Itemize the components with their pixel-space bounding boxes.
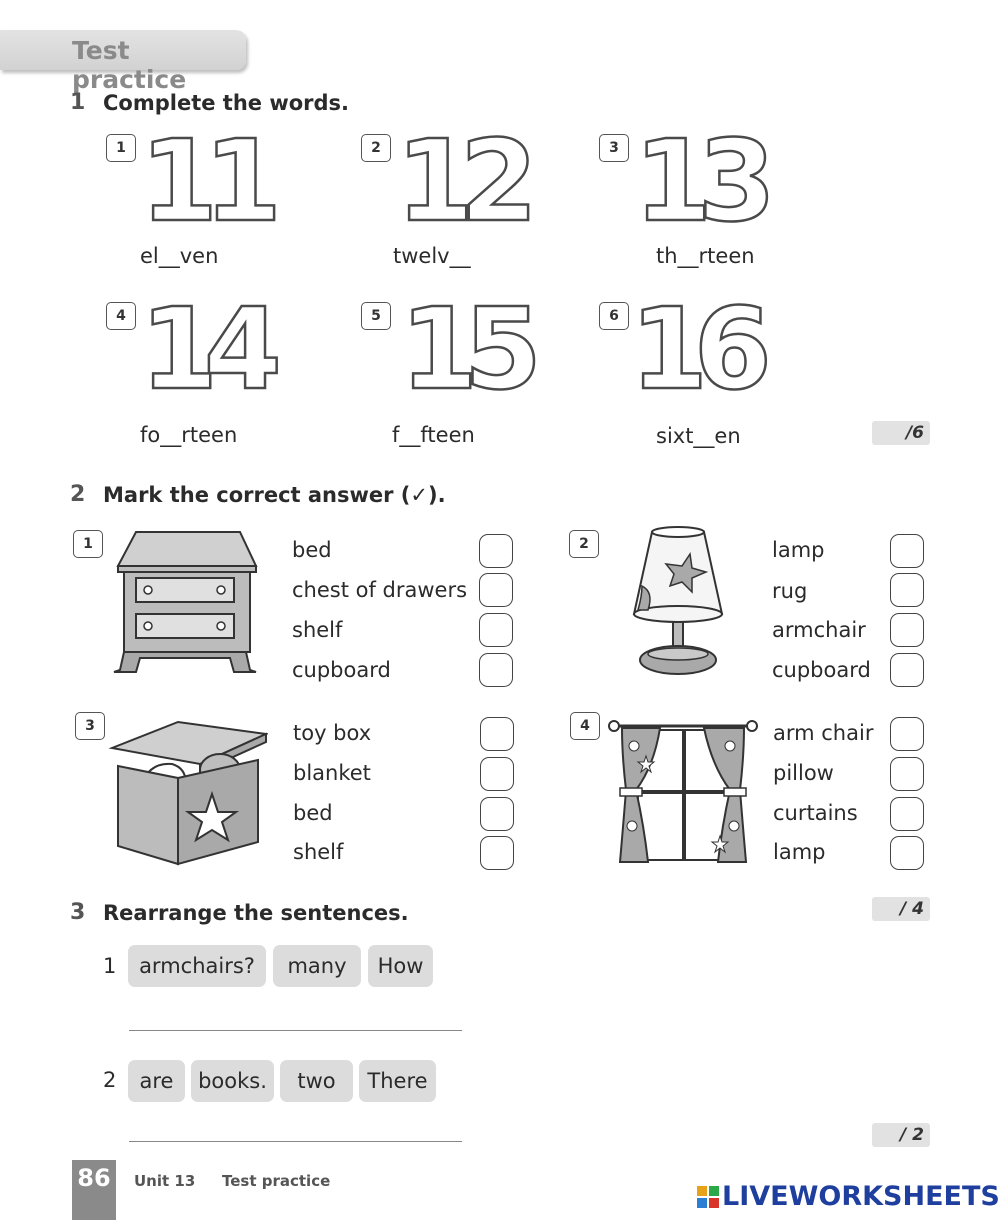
answer-checkbox[interactable] bbox=[890, 757, 924, 791]
header-title: Test practice bbox=[72, 36, 187, 94]
section-2-number: 2 bbox=[70, 482, 86, 507]
outline-number-13: 13 bbox=[634, 117, 762, 247]
header-tab bbox=[0, 30, 246, 94]
word-gap-5[interactable]: f__fteen bbox=[392, 423, 475, 447]
word-chip[interactable]: many bbox=[273, 945, 361, 987]
item-number-box: 4 bbox=[570, 712, 600, 740]
option-label: pillow bbox=[773, 761, 834, 785]
word-chip[interactable]: two bbox=[280, 1060, 353, 1102]
outline-number-14: 14 bbox=[140, 285, 268, 415]
footer-section: Test practice bbox=[222, 1172, 331, 1190]
answer-line[interactable] bbox=[129, 1141, 462, 1142]
word-chip[interactable]: are bbox=[128, 1060, 185, 1102]
item-number-box: 5 bbox=[361, 302, 391, 330]
answer-checkbox[interactable] bbox=[480, 836, 514, 870]
option-label: lamp bbox=[773, 840, 826, 864]
answer-checkbox[interactable] bbox=[890, 653, 924, 687]
answer-checkbox[interactable] bbox=[890, 534, 924, 568]
section-3-title: Rearrange the sentences. bbox=[103, 901, 409, 925]
section-1-title: Complete the words. bbox=[103, 91, 350, 115]
option-label: lamp bbox=[772, 538, 825, 562]
answer-checkbox[interactable] bbox=[890, 717, 924, 751]
answer-checkbox[interactable] bbox=[479, 653, 513, 687]
answer-checkbox[interactable] bbox=[890, 573, 924, 607]
item-number-box: 3 bbox=[599, 134, 629, 162]
score-box-2: / 4 bbox=[872, 897, 930, 921]
option-label: armchair bbox=[772, 618, 866, 642]
option-label: cupboard bbox=[292, 658, 391, 682]
item-number-box: 1 bbox=[73, 530, 103, 558]
item-number-box: 3 bbox=[75, 712, 105, 740]
section-1-number: 1 bbox=[70, 90, 86, 115]
item-number-box: 4 bbox=[106, 302, 136, 330]
section-2-title: Mark the correct answer (✓). bbox=[103, 483, 446, 507]
outline-number-16: 16 bbox=[630, 285, 758, 415]
liveworksheets-logo-icon bbox=[697, 1186, 719, 1208]
outline-number-15: 15 bbox=[400, 285, 528, 415]
chest-of-drawers-picture bbox=[110, 528, 260, 678]
answer-checkbox[interactable] bbox=[479, 613, 513, 647]
option-label: bed bbox=[292, 538, 332, 562]
word-gap-2[interactable]: twelv__ bbox=[393, 244, 471, 268]
option-label: curtains bbox=[773, 801, 858, 825]
option-label: cupboard bbox=[772, 658, 871, 682]
option-label: chest of drawers bbox=[292, 578, 468, 602]
word-gap-4[interactable]: fo__rteen bbox=[140, 423, 238, 447]
item-number-box: 6 bbox=[599, 302, 629, 330]
answer-checkbox[interactable] bbox=[890, 836, 924, 870]
score-box-1: /6 bbox=[872, 421, 930, 445]
item-number-box: 2 bbox=[569, 530, 599, 558]
answer-checkbox[interactable] bbox=[480, 757, 514, 791]
toy-box-picture bbox=[108, 718, 268, 870]
answer-checkbox[interactable] bbox=[479, 573, 513, 607]
page-number: 86 bbox=[72, 1160, 116, 1220]
sentence-number: 2 bbox=[103, 1068, 117, 1092]
option-label: bed bbox=[293, 801, 333, 825]
curtains-picture bbox=[608, 716, 758, 868]
option-label: shelf bbox=[292, 618, 343, 642]
footer-unit: Unit 13 bbox=[134, 1172, 196, 1190]
word-chip[interactable]: armchairs? bbox=[128, 945, 266, 987]
item-number-box: 2 bbox=[361, 134, 391, 162]
sentence-number: 1 bbox=[103, 954, 117, 978]
word-gap-3[interactable]: th__rteen bbox=[656, 244, 755, 268]
answer-checkbox[interactable] bbox=[480, 797, 514, 831]
answer-checkbox[interactable] bbox=[479, 534, 513, 568]
option-label: shelf bbox=[293, 840, 344, 864]
answer-checkbox[interactable] bbox=[480, 717, 514, 751]
liveworksheets-brand[interactable]: LIVEWORKSHEETS bbox=[722, 1181, 1000, 1212]
section-3-number: 3 bbox=[70, 900, 86, 925]
option-label: rug bbox=[772, 579, 808, 603]
item-number-box: 1 bbox=[106, 134, 136, 162]
answer-line[interactable] bbox=[129, 1030, 462, 1031]
word-chip[interactable]: How bbox=[368, 945, 433, 987]
word-chip[interactable]: There bbox=[359, 1060, 436, 1102]
lamp-picture bbox=[628, 526, 728, 678]
option-label: blanket bbox=[293, 761, 371, 785]
score-box-3: / 2 bbox=[872, 1123, 930, 1147]
option-label: arm chair bbox=[773, 721, 874, 745]
outline-number-12: 12 bbox=[396, 117, 524, 247]
option-label: toy box bbox=[293, 721, 372, 745]
answer-checkbox[interactable] bbox=[890, 797, 924, 831]
word-gap-6[interactable]: sixt__en bbox=[656, 424, 741, 448]
word-gap-1[interactable]: el__ven bbox=[140, 244, 219, 268]
answer-checkbox[interactable] bbox=[890, 613, 924, 647]
outline-number-11: 11 bbox=[140, 117, 268, 247]
word-chip[interactable]: books. bbox=[191, 1060, 274, 1102]
